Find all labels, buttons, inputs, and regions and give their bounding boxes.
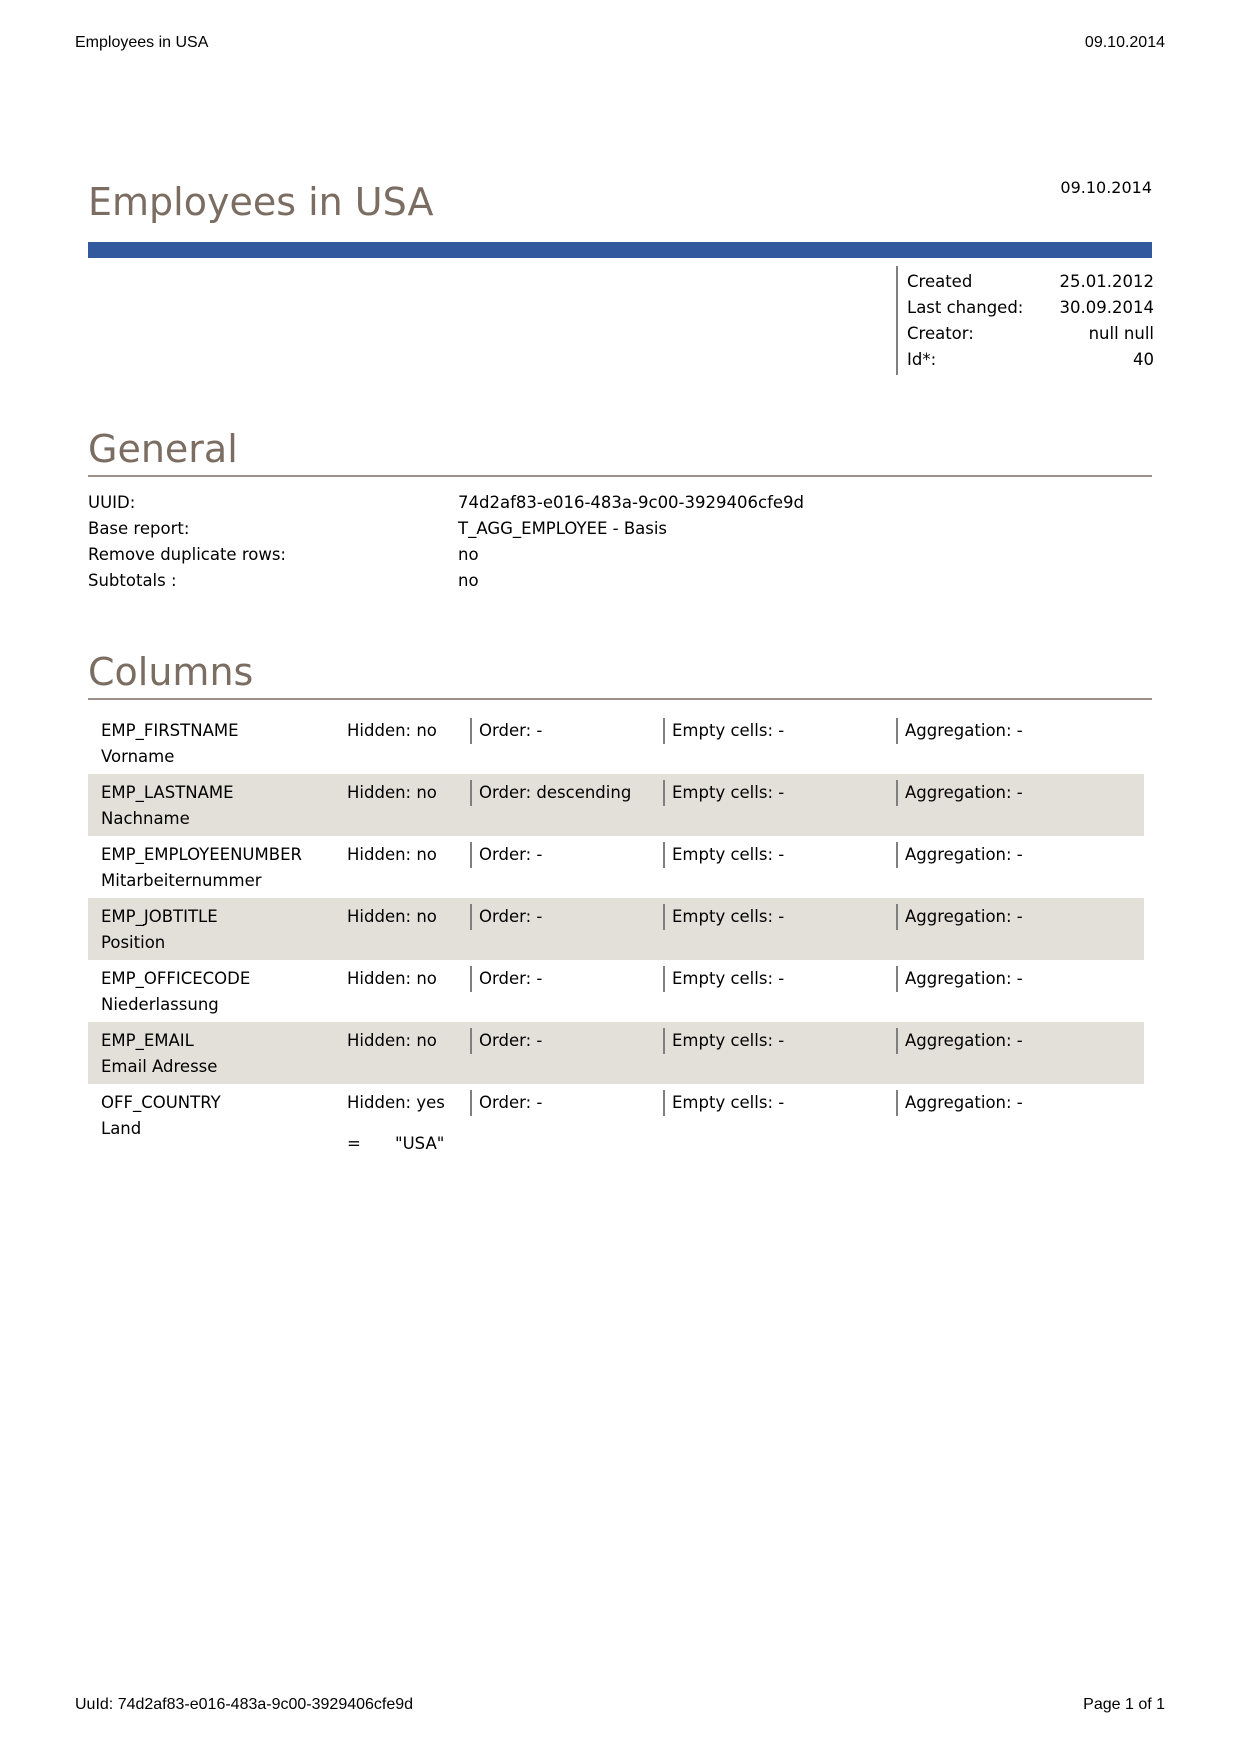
column-aggregation: Aggregation: - [896,1090,1023,1116]
column-name: OFF_COUNTRY [101,1093,221,1112]
column-empty-cells: Empty cells: - [663,842,784,868]
column-name: EMP_FIRSTNAME [101,721,239,740]
column-empty-cells: Empty cells: - [663,1090,784,1116]
page-header-date: 09.10.2014 [1084,34,1165,51]
column-description: Niederlassung [101,995,219,1014]
column-filter [347,1131,444,1157]
filter-operator: = [347,1134,361,1153]
general-value: no [458,571,479,590]
column-empty-cells: Empty cells: - [663,780,784,806]
column-order: Order: - [470,1028,542,1054]
column-row [88,960,1144,1022]
general-row-remove-duplicates [88,542,1152,568]
column-aggregation: Aggregation: - [896,904,1023,930]
page-header-title: Employees in USA [75,34,209,51]
report-title: Employees in USA [88,180,434,224]
columns-heading: Columns [88,650,1152,700]
column-empty-cells: Empty cells: - [663,718,784,744]
column-hidden: Hidden: no [347,845,437,864]
column-hidden: Hidden: no [347,783,437,802]
meta-value: 40 [1133,350,1154,369]
general-heading: General [88,427,1152,477]
meta-last-changed [898,295,1154,321]
column-hidden: Hidden: yes [347,1093,445,1112]
meta-label: Creator: [907,324,974,343]
column-description: Email Adresse [101,1057,218,1076]
column-name: EMP_OFFICECODE [101,969,251,988]
column-description: Vorname [101,747,175,766]
meta-id [898,347,1154,373]
meta-label: Id*: [907,350,937,369]
column-hidden: Hidden: no [347,907,437,926]
column-aggregation: Aggregation: - [896,1028,1023,1054]
column-hidden: Hidden: no [347,721,437,740]
filter-value: "USA" [395,1134,445,1153]
column-description: Position [101,933,166,952]
general-label: Base report: [88,519,190,538]
general-section [88,490,1152,594]
column-aggregation: Aggregation: - [896,780,1023,806]
general-row-base-report [88,516,1152,542]
meta-value: 25.01.2012 [1059,272,1154,291]
page-footer-page-number: Page 1 of 1 [1083,1696,1165,1713]
column-order: Order: - [470,966,542,992]
general-row-subtotals [88,568,1152,594]
meta-created [898,269,1154,295]
general-value: no [458,545,479,564]
column-row [88,774,1144,836]
columns-table [88,712,1144,1170]
column-description: Land [101,1119,142,1138]
column-order: Order: descending [470,780,631,806]
column-name-cell [101,718,239,770]
column-empty-cells: Empty cells: - [663,1028,784,1054]
title-accent-bar [88,242,1152,258]
column-name: EMP_JOBTITLE [101,907,218,926]
column-name: EMP_EMPLOYEENUMBER [101,845,302,864]
general-value: 74d2af83-e016-483a-9c00-3929406cfe9d [458,493,805,512]
column-empty-cells: Empty cells: - [663,966,784,992]
column-name-cell [101,904,218,956]
column-aggregation: Aggregation: - [896,842,1023,868]
column-empty-cells: Empty cells: - [663,904,784,930]
column-order: Order: - [470,904,542,930]
meta-label: Created [907,272,973,291]
column-aggregation: Aggregation: - [896,966,1023,992]
general-label: UUID: [88,493,136,512]
column-name: EMP_LASTNAME [101,783,234,802]
general-value: T_AGG_EMPLOYEE - Basis [458,519,668,538]
meta-value: null null [1088,324,1154,343]
column-name-cell [101,780,234,832]
column-description: Mitarbeiternummer [101,871,262,890]
report-date: 09.10.2014 [1060,178,1152,197]
column-order: Order: - [470,718,542,744]
column-aggregation: Aggregation: - [896,718,1023,744]
report-metadata [896,266,1154,375]
general-label: Remove duplicate rows: [88,545,286,564]
column-name-cell [101,1090,221,1142]
column-row [88,898,1144,960]
column-row [88,1022,1144,1084]
column-hidden: Hidden: no [347,1031,437,1050]
column-order: Order: - [470,1090,542,1116]
column-row [88,1084,1144,1170]
column-name-cell [101,966,250,1018]
general-row-uuid [88,490,1152,516]
meta-value: 30.09.2014 [1059,298,1154,317]
column-row [88,836,1144,898]
column-hidden: Hidden: no [347,969,437,988]
meta-creator [898,321,1154,347]
column-row [88,712,1144,774]
column-order: Order: - [470,842,542,868]
column-description: Nachname [101,809,190,828]
column-name-cell [101,1028,217,1080]
general-label: Subtotals : [88,571,177,590]
column-name-cell [101,842,302,894]
page-footer-uuid: UuId: 74d2af83-e016-483a-9c00-3929406cfe9d [75,1696,414,1713]
column-name: EMP_EMAIL [101,1031,194,1050]
meta-label: Last changed: [907,298,1024,317]
